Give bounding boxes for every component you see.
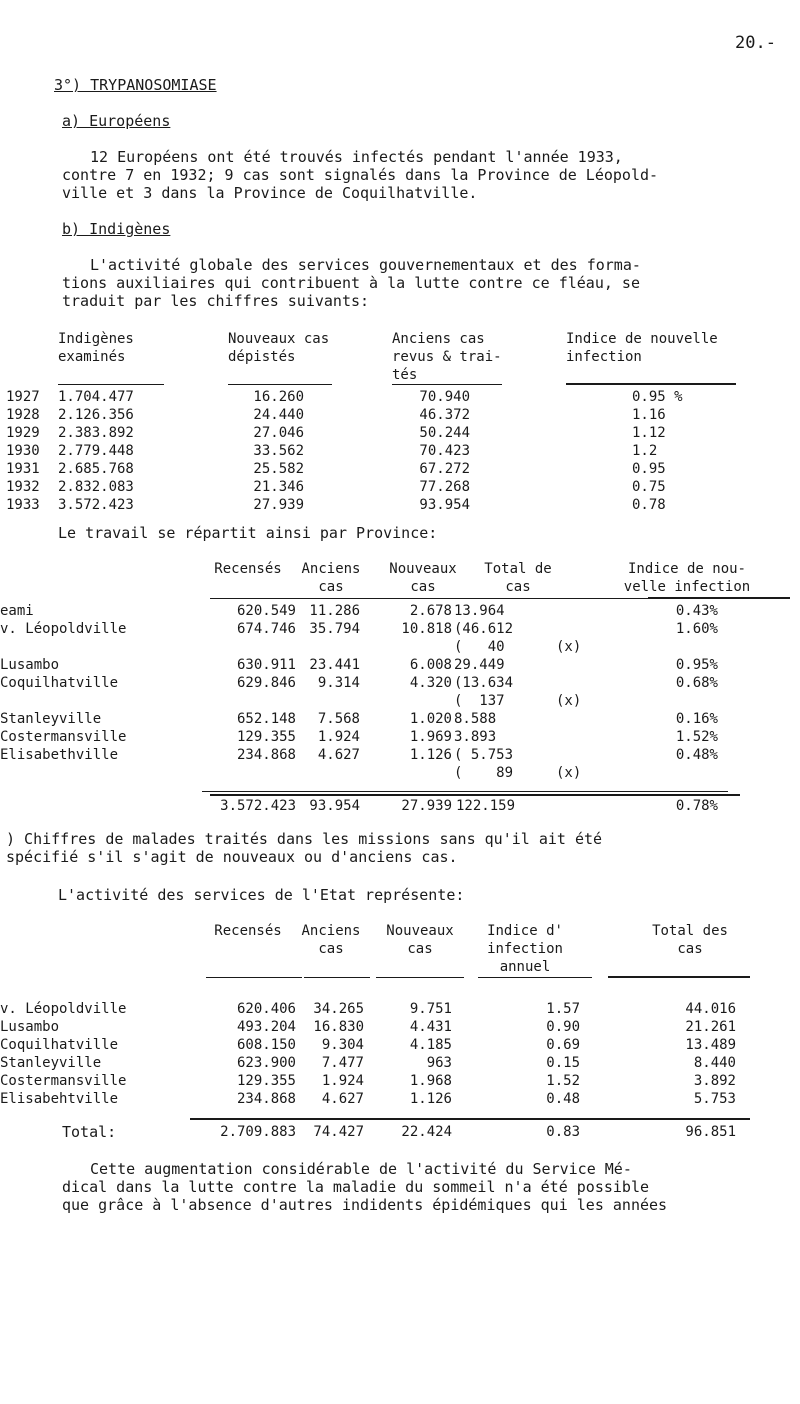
row-index: 1.2 xyxy=(632,443,658,459)
total-anciens: 74.427 xyxy=(313,1124,364,1140)
col-header-recenses: Recensés xyxy=(214,561,282,577)
row-index: 1.12 xyxy=(632,425,666,441)
total-nouveaux: 22.424 xyxy=(401,1124,452,1140)
row-recenses: 493.204 xyxy=(236,1019,296,1035)
row-new-cases: 25.582 xyxy=(253,461,304,477)
row-recenses: 630.911 xyxy=(236,657,296,673)
rule xyxy=(376,977,464,978)
col-header-total: Total de cas xyxy=(484,561,552,595)
row-total: (46.612 xyxy=(454,621,514,637)
row-nouveaux: 1.968 xyxy=(409,1073,452,1089)
rule xyxy=(210,794,740,796)
row-year: 1931 xyxy=(6,461,40,477)
row-nouveaux: 1.126 xyxy=(409,747,452,763)
total-indice: 0.78% xyxy=(675,798,718,814)
rule xyxy=(202,791,728,792)
total-label: Total: xyxy=(62,1123,117,1141)
row-total: 3.892 xyxy=(693,1073,736,1089)
col-header-index: Indice de nouvelle infection xyxy=(566,331,718,365)
row-new-cases: 24.440 xyxy=(253,407,304,423)
row-anciens: 9.314 xyxy=(317,675,360,691)
row-recenses: 629.846 xyxy=(236,675,296,691)
row-old-cases: 93.954 xyxy=(419,497,470,513)
total-nouveaux: 27.939 xyxy=(401,798,452,814)
row-anciens: 11.286 xyxy=(309,603,360,619)
row-index: 0.95 % xyxy=(632,389,683,405)
row-examined: 2.685.768 xyxy=(58,461,134,477)
row-anciens: 7.568 xyxy=(317,711,360,727)
table3-intro: L'activité des services de l'Etat représente: xyxy=(58,886,465,904)
row-nouveaux: 1.126 xyxy=(409,1091,452,1107)
section-title: 3°) TRYPANOSOMIASE xyxy=(54,76,217,94)
total-cas: 96.851 xyxy=(685,1124,736,1140)
page-number: 20.- xyxy=(735,33,776,53)
row-footnote-mark: (x) xyxy=(556,765,582,781)
row-recenses: 608.150 xyxy=(236,1037,296,1053)
total-anciens: 93.954 xyxy=(309,798,360,814)
row-new-cases: 27.046 xyxy=(253,425,304,441)
rule xyxy=(392,384,502,385)
row-year: 1927 xyxy=(6,389,40,405)
row-indice: 1.60% xyxy=(675,621,718,637)
col-header-examined: Indigènes examinés xyxy=(58,331,134,365)
row-anciens: 9.304 xyxy=(321,1037,364,1053)
row-old-cases: 50.244 xyxy=(419,425,470,441)
col-header-total: Total des cas xyxy=(652,923,728,957)
rule xyxy=(304,977,370,978)
col-header-indice: Indice de nou- velle infection xyxy=(623,561,751,595)
row-total: 8.588 xyxy=(454,711,497,727)
row-total: 5.753 xyxy=(693,1091,736,1107)
row-nouveaux: 4.320 xyxy=(409,675,452,691)
row-total: 13.964 xyxy=(454,603,505,619)
row-new-cases: 27.939 xyxy=(253,497,304,513)
row-total-missions: ( 137 xyxy=(454,693,505,709)
row-recenses: 234.868 xyxy=(236,747,296,763)
row-province: Coquilhatville xyxy=(0,1037,119,1053)
row-indice: 0.43% xyxy=(675,603,718,619)
row-indice: 0.48 xyxy=(546,1091,580,1107)
row-total: 44.016 xyxy=(685,1001,736,1017)
row-examined: 2.779.448 xyxy=(58,443,134,459)
row-new-cases: 33.562 xyxy=(253,443,304,459)
row-nouveaux: 1.969 xyxy=(409,729,452,745)
row-province: v. Léopoldville xyxy=(0,621,127,637)
row-indice: 1.57 xyxy=(546,1001,580,1017)
row-new-cases: 21.346 xyxy=(253,479,304,495)
row-anciens: 1.924 xyxy=(321,1073,364,1089)
row-anciens: 4.627 xyxy=(317,747,360,763)
row-total: 21.261 xyxy=(685,1019,736,1035)
row-recenses: 129.355 xyxy=(236,1073,296,1089)
rule xyxy=(58,384,164,385)
row-nouveaux: 2.678 xyxy=(409,603,452,619)
col-header-nouveaux: Nouveaux cas xyxy=(386,923,454,957)
row-new-cases: 16.260 xyxy=(253,389,304,405)
row-recenses: 234.868 xyxy=(236,1091,296,1107)
col-header-recenses: Recensés xyxy=(214,923,282,939)
row-anciens: 4.627 xyxy=(321,1091,364,1107)
row-total: 8.440 xyxy=(693,1055,736,1071)
row-anciens: 16.830 xyxy=(313,1019,364,1035)
row-indice: 0.16% xyxy=(675,711,718,727)
row-total: 29.449 xyxy=(454,657,505,673)
row-total-missions: ( 40 xyxy=(454,639,505,655)
row-indice: 0.48% xyxy=(675,747,718,763)
row-nouveaux: 10.818 xyxy=(401,621,452,637)
row-province: Costermansville xyxy=(0,729,127,745)
total-cas: 122.159 xyxy=(456,798,516,814)
row-examined: 2.383.892 xyxy=(58,425,134,441)
row-examined: 1.704.477 xyxy=(58,389,134,405)
row-year: 1932 xyxy=(6,479,40,495)
row-footnote-mark: (x) xyxy=(556,693,582,709)
row-old-cases: 67.272 xyxy=(419,461,470,477)
row-nouveaux: 963 xyxy=(426,1055,452,1071)
row-total: ( 5.753 xyxy=(454,747,514,763)
row-recenses: 129.355 xyxy=(236,729,296,745)
rule xyxy=(228,384,332,385)
subsection-a-title: a) Européens xyxy=(62,112,171,130)
col-header-old-cases: Anciens cas revus & trai- tés xyxy=(392,331,502,383)
row-total: 13.489 xyxy=(685,1037,736,1053)
row-index: 1.16 xyxy=(632,407,666,423)
total-recenses: 2.709.883 xyxy=(220,1124,296,1140)
row-province: Stanleyville xyxy=(0,1055,102,1071)
row-index: 0.75 xyxy=(632,479,666,495)
row-old-cases: 46.372 xyxy=(419,407,470,423)
row-recenses: 623.900 xyxy=(236,1055,296,1071)
row-total-missions: ( 89 xyxy=(454,765,514,781)
row-province: Elisabethville xyxy=(0,747,119,763)
rule xyxy=(608,976,750,978)
row-nouveaux: 9.751 xyxy=(409,1001,452,1017)
total-indice: 0.83 xyxy=(546,1124,580,1140)
row-old-cases: 77.268 xyxy=(419,479,470,495)
row-total: (13.634 xyxy=(454,675,514,691)
row-nouveaux: 4.185 xyxy=(409,1037,452,1053)
row-province: v. Léopoldville xyxy=(0,1001,127,1017)
row-index: 0.95 xyxy=(632,461,666,477)
row-province: eami xyxy=(0,603,34,619)
row-province: Lusambo xyxy=(0,1019,60,1035)
rule xyxy=(206,977,302,978)
row-anciens: 23.441 xyxy=(309,657,360,673)
row-province: Coquilhatville xyxy=(0,675,119,691)
row-old-cases: 70.940 xyxy=(419,389,470,405)
rule xyxy=(190,1118,750,1120)
row-province: Costermansville xyxy=(0,1073,127,1089)
row-indice: 1.52 xyxy=(546,1073,580,1089)
rule xyxy=(648,597,790,599)
row-footnote-mark: (x) xyxy=(556,639,582,655)
row-anciens: 34.265 xyxy=(313,1001,364,1017)
col-header-nouveaux: Nouveaux cas xyxy=(389,561,457,595)
col-header-anciens: Anciens cas xyxy=(301,923,361,957)
row-anciens: 7.477 xyxy=(321,1055,364,1071)
row-total: 3.893 xyxy=(454,729,497,745)
row-indice: 0.68% xyxy=(675,675,718,691)
row-year: 1930 xyxy=(6,443,40,459)
row-year: 1928 xyxy=(6,407,40,423)
row-indice: 0.69 xyxy=(546,1037,580,1053)
row-indice: 0.15 xyxy=(546,1055,580,1071)
row-indice: 0.95% xyxy=(675,657,718,673)
col-header-new-cases: Nouveaux cas dépistés xyxy=(228,331,330,365)
row-indice: 0.90 xyxy=(546,1019,580,1035)
row-province: Stanleyville xyxy=(0,711,102,727)
row-recenses: 620.406 xyxy=(236,1001,296,1017)
row-year: 1933 xyxy=(6,497,40,513)
row-recenses: 652.148 xyxy=(236,711,296,727)
row-examined: 2.832.083 xyxy=(58,479,134,495)
row-recenses: 620.549 xyxy=(236,603,296,619)
row-old-cases: 70.423 xyxy=(419,443,470,459)
rule xyxy=(478,977,592,978)
total-recenses: 3.572.423 xyxy=(220,798,296,814)
row-examined: 2.126.356 xyxy=(58,407,134,423)
rule xyxy=(566,383,736,385)
row-nouveaux: 1.020 xyxy=(409,711,452,727)
col-header-anciens: Anciens cas xyxy=(301,561,361,595)
row-nouveaux: 4.431 xyxy=(409,1019,452,1035)
row-indice: 1.52% xyxy=(675,729,718,745)
subsection-b-title: b) Indigènes xyxy=(62,220,171,238)
row-year: 1929 xyxy=(6,425,40,441)
row-examined: 3.572.423 xyxy=(58,497,134,513)
row-anciens: 35.794 xyxy=(309,621,360,637)
row-province: Lusambo xyxy=(0,657,60,673)
col-header-indice: Indice d' infection annuel xyxy=(487,923,563,975)
row-recenses: 674.746 xyxy=(236,621,296,637)
table2-intro: Le travail se répartit ainsi par Province: xyxy=(58,524,438,542)
row-anciens: 1.924 xyxy=(317,729,360,745)
row-province: Elisabehtville xyxy=(0,1091,119,1107)
row-nouveaux: 6.008 xyxy=(409,657,452,673)
row-index: 0.78 xyxy=(632,497,666,513)
